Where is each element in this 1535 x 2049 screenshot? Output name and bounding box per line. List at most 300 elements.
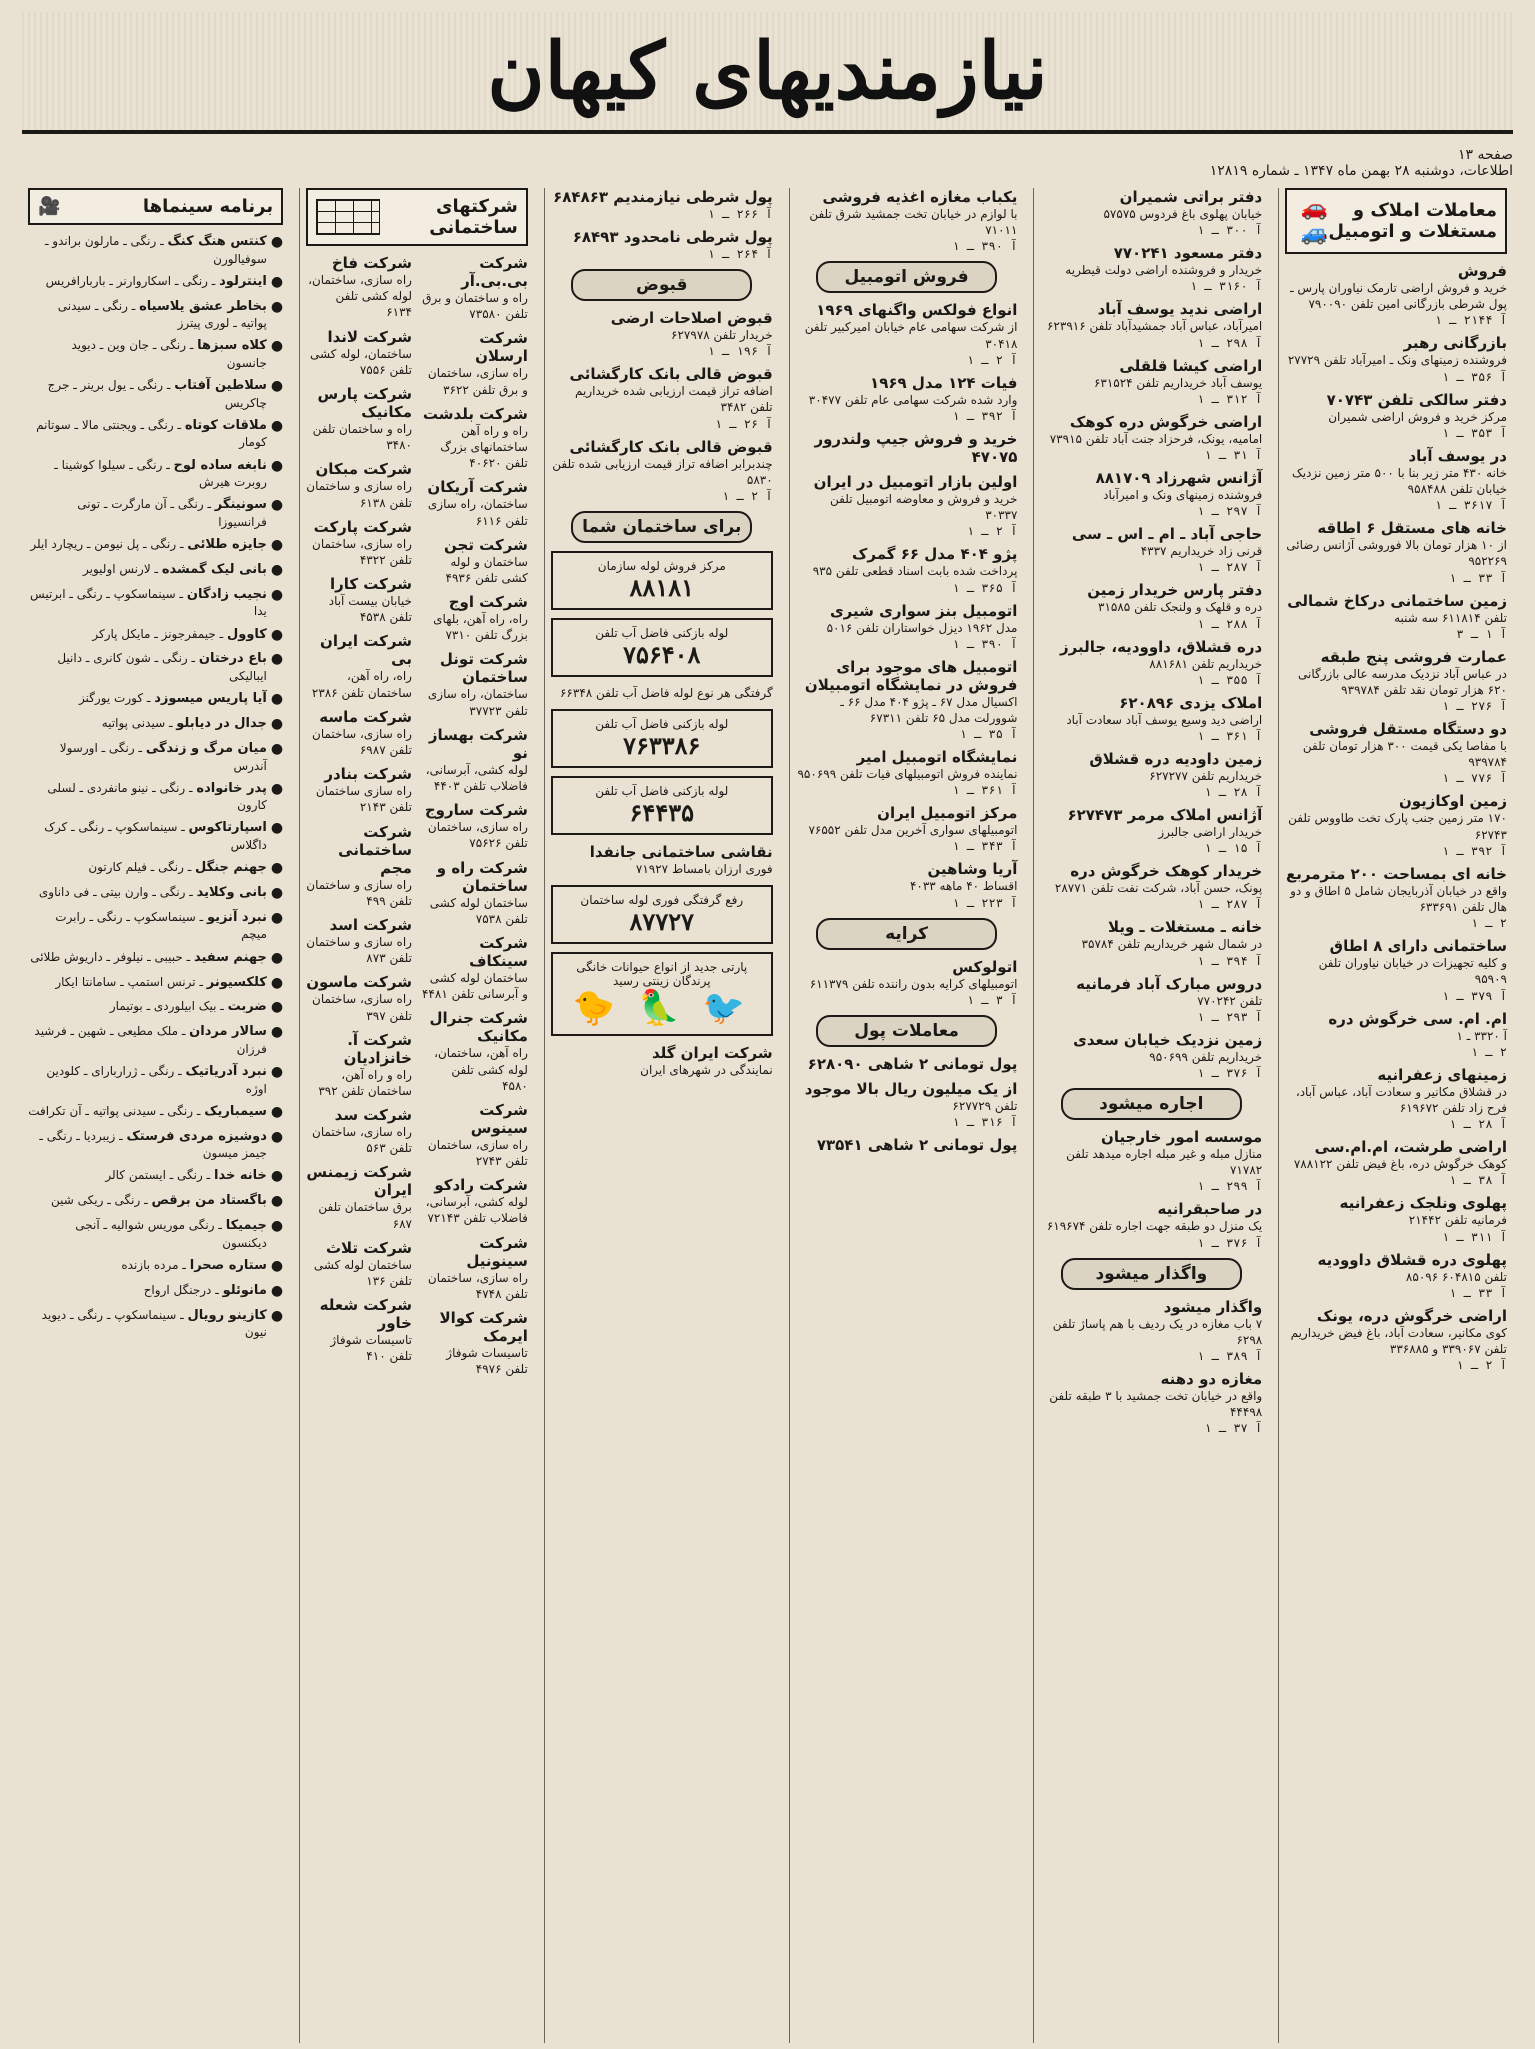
ad-item (306, 1296, 412, 1364)
bullet-icon: ● (270, 949, 284, 966)
ad-ref: آ ۲۶ ـ ۱ (714, 416, 773, 431)
ad-item (1285, 1010, 1507, 1059)
film-cast: رنگی ـ ریکی شین (50, 1193, 141, 1208)
ad-title: انواع فولکس واگنهای ۱۹۶۹ (816, 301, 1018, 320)
ad-body: خریداریم تلفن ۶۲۷۲۷۷ (1149, 768, 1263, 783)
cinema-listing: ● نبرد آدریاتیک ـ رنگی ـ ژراربارای ـ کلودین اوژه (46, 1064, 284, 1096)
film-title: نجیب زادگان (186, 586, 267, 602)
ad-title: شرکت ساروج (424, 801, 528, 820)
cinema-listing: ● اسپارتاکوس ـ سینماسکوپ ـ رنگی ـ کرک داگلاس (44, 820, 284, 852)
film-title: ملاقات کوتاه (184, 417, 267, 433)
ad-title: شرکت آ. خانزادیان (343, 1030, 412, 1067)
ad-ref: آ ۳۶۱ ـ ۱ (952, 783, 1018, 798)
ad-item (306, 632, 412, 700)
ad-title: پهلوی دره قشلاق داوودیه (1317, 1250, 1507, 1269)
ad-title: در صاحبقرانیه (1157, 1200, 1263, 1219)
ad-body: ۱۷۰ متر زمین جنب پارک تخت طاووس تلفن ۶۲۷۴۳ (1288, 811, 1507, 842)
bullet-icon: ● (270, 820, 284, 837)
film-title: کلاه سبزها (197, 338, 267, 354)
rent-title: اجاره میشود (1061, 1088, 1242, 1120)
ad-title: مغازه دو دهنه (1160, 1369, 1263, 1388)
ad-title: شرکت فاخ (331, 254, 412, 272)
film-title: ضربت (227, 999, 267, 1015)
ad-item (306, 916, 412, 966)
ad-title: قبوض اصلاحات ارضی (610, 309, 773, 327)
ad-item (422, 478, 528, 528)
ad-item (306, 1106, 412, 1156)
ad-title: اراضی طرشت، ام.ام.سی (1314, 1138, 1507, 1157)
bullet-icon: ● (270, 1307, 284, 1324)
ad-ref: آ ۲۷۶ ـ ۱ (1441, 699, 1507, 714)
ad-item (1285, 592, 1507, 641)
film-title: سیمباریک (204, 1103, 267, 1119)
film-title: کاوول (226, 626, 267, 642)
ad-body: واقع در خیابان تخت جمشید با ۳ طبقه تلفن ۴۴۴۹۸ (1049, 1388, 1263, 1420)
money-title: معاملات پول (816, 1015, 997, 1047)
ad-item (796, 1080, 1018, 1129)
ad-ref: ۲ ـ ۱ (1470, 916, 1507, 931)
bullet-icon: ● (270, 497, 284, 514)
ad-item (1285, 1307, 1507, 1372)
ad-body: در شمال شهر خریداریم تلفن ۳۵۷۸۴ (1081, 937, 1263, 952)
film-cast: رنگی ـ ویجنتی مالا ـ سوتانم کومار (36, 417, 267, 450)
ad-ref: آ ۳۸ ـ ۱ (1449, 1173, 1507, 1188)
ad-body: مدل ۱۹۶۲ دیزل خواستاران تلفن ۵۰۱۶ (826, 620, 1018, 635)
ad-ref: آ ۳۷۶ ـ ۱ (1197, 1066, 1263, 1080)
film-title: خانه خدا (213, 1168, 267, 1184)
ad-title: اراضی خرگوش دره، یونک (1316, 1306, 1507, 1325)
ad-item (422, 254, 528, 322)
ad-title: اتومبیل های موجود برای فروش در نمایشگاه اتومبیلان (804, 657, 1018, 694)
column-realestate (1278, 188, 1513, 2043)
ad-title: زمین اوکازیون (1398, 792, 1507, 811)
pipe-ad-1: مرکز فروش لوله سازمان ۸۸۱۸۱ (551, 551, 773, 610)
ad-item (1040, 1031, 1262, 1080)
projector-icon: 🎥 (38, 196, 61, 217)
ad-title: دفتر پارس خریدار زمین (1087, 581, 1263, 600)
ad-body: تاسیسات شوفاژ تلفن ۴۱۰ (330, 1333, 412, 1364)
film-cast: حبیبی ـ نیلوفر ـ داریوش طلائی (30, 949, 183, 964)
cinema-listing: ● مانوئلو ـ درجنگل ارواح (143, 1282, 284, 1299)
ad-body: اضافه تراز قیمت ارزیابی شده خریداریم تلفن ۳۴۸۲ (575, 384, 773, 415)
ad-item (306, 1163, 412, 1231)
ad-ref: آ ۳۱۶۰ ـ ۱ (1189, 279, 1263, 294)
ad-item (1040, 581, 1262, 630)
ad-body: اکسیال مدل ۶۷ ـ پژو ۴۰۴ مدل ۶۶ ـ شوورلت مدل ۶۵ تلفن ۶۷۳۱۱ (840, 694, 1018, 725)
ad-body: پونک، حسن آباد، شرکت نفت تلفن ۲۸۷۷۱ (1054, 881, 1263, 896)
ad-item (306, 328, 412, 378)
ad-item (1040, 638, 1262, 687)
ad-item (422, 329, 528, 397)
ad-item (422, 859, 528, 927)
ad-item (796, 1136, 1018, 1154)
cinema-listing: ● نبرد آنزیو ـ سینماسکوپ ـ رنگی ـ رابرت میچم (55, 909, 284, 942)
cinema-header: برنامه سینماها 🎥 (28, 188, 283, 225)
ad-body: تلفن ۶۱۱۸۱۴ سه شنبه (1394, 610, 1507, 625)
ad-title: دروس مبارک آباد فرمانیه (1076, 974, 1263, 993)
film-title: بانی وکلاید (196, 885, 267, 901)
ad-item (422, 1176, 528, 1226)
bullet-icon: ● (270, 860, 284, 877)
ad-item (551, 438, 773, 503)
ad-ref: آ ۲۸ ـ ۱ (1204, 785, 1263, 800)
ad-ref: آ ۱۵ ـ ۱ (1204, 841, 1263, 856)
ad-item (422, 1009, 528, 1094)
ad-body: امامیه، یونک، فرحزاد جنت آباد تلفن ۷۳۹۱۵ (1049, 431, 1263, 446)
ad-title: آژانس شهرزاد ۸۸۱۷۰۹ (1095, 468, 1263, 487)
film-cast: رنگی ـ یول برینر ـ جرج چاکریس (47, 378, 267, 410)
film-title: سونینگر (214, 497, 267, 513)
ad-item (796, 188, 1018, 253)
ad-item (306, 518, 412, 568)
ad-title: شرکت ارسلان (475, 329, 528, 366)
ad-title: اتولوکس (952, 957, 1018, 976)
ad-item (796, 1055, 1018, 1073)
ad-item (1285, 1194, 1507, 1243)
ad-body: راه سازی، ساختمان تلفن ۷۵۶۲۶ (427, 820, 528, 851)
ad-item (796, 860, 1018, 909)
bullet-icon: ● (270, 1168, 284, 1185)
ad-item (1040, 188, 1262, 237)
ad-title: بازرگانی رهبر (1403, 334, 1507, 353)
ad-ref: آ ۳۵۳ ـ ۱ (1441, 425, 1507, 440)
ad-item (306, 1239, 412, 1289)
ad-body: خیابان بیست آباد تلفن ۴۵۳۸ (328, 594, 412, 625)
ad-title: دفتر براتی شمیران (1119, 188, 1263, 206)
pipe-ad-4: لوله بازکنی فاضل آب تلفن ۶۴۴۳۵ (551, 776, 773, 835)
ad-body: تلفن ۶۲۷۷۲۹ (952, 1098, 1018, 1113)
ad-item (1285, 262, 1507, 327)
ad-item (306, 765, 412, 815)
film-cast: رنگی ـ فیلم کارتون (88, 860, 184, 875)
ad-item (422, 726, 528, 794)
ad-item (796, 545, 1018, 594)
ad-ref: آ ۳۱۶ ـ ۱ (952, 1115, 1018, 1129)
ad-item (796, 374, 1018, 423)
ad-item (1285, 519, 1507, 584)
ad-item (422, 801, 528, 851)
ad-title: شرکت لاندا (327, 327, 412, 346)
bullet-icon: ● (270, 338, 284, 355)
film-cast: سینماسکوپ ـ رنگی ـ دیوید نیون (41, 1307, 267, 1340)
brick-icon (316, 199, 380, 235)
ad-ref: آ ۲۹۷ ـ ۱ (1197, 504, 1263, 519)
bullet-icon: ● (270, 974, 284, 991)
ad-ref: آ ۳۰۰ ـ ۱ (1197, 223, 1263, 238)
ad-item (796, 958, 1018, 1007)
ad-title: شرکت آریکان (427, 478, 528, 497)
column-autos (789, 188, 1024, 2043)
ad-title: فیات ۱۲۴ مدل ۱۹۶۹ (870, 373, 1018, 392)
film-title: جهنم سفید (193, 949, 267, 965)
ad-body: راه و ساختمان و برق تلفن ۷۳۵۸۰ (422, 291, 528, 322)
ad-body: آ ۳۳۲۰ ـ ۱ (1456, 1028, 1507, 1043)
film-title: سلاطین آفتاب (174, 378, 267, 394)
ad-item (1285, 937, 1507, 1002)
film-title: بخاطر عشق یلاسیاه (139, 298, 267, 314)
film-cast: ترنس استمپ ـ سامانتا ایکار (55, 974, 196, 989)
film-cast: جیمفرجونز ـ مایکل پارکر (92, 626, 216, 641)
ad-title: قبوض قالی بانک کارگشائی (569, 365, 773, 384)
ad-ref: آ ۳۹۰ ـ ۱ (952, 636, 1018, 651)
film-cast: لارنس اولیویر (83, 561, 151, 576)
ad-title: شرکت پارکت (313, 517, 412, 536)
cinema-listing: ● اینترلود ـ رنگی ـ اسکاروارنر ـ باربارافریس (45, 273, 284, 290)
bullet-icon: ● (270, 1218, 284, 1235)
ad-title: شرکت بی.بی.آر (461, 254, 528, 290)
ad-body: راه آهن، ساختمان، لوله کشی تلفن ۴۵۸۰ (434, 1046, 528, 1093)
film-cast: رنگی ـ سیلوا کوشینا ـ روبرت هیرش (54, 457, 267, 490)
ad-body: واقع در خیابان آذربایجان شامل ۵ اطاق و دو هال تلفن ۶۳۳۶۹۱ (1290, 883, 1507, 914)
bullet-icon: ● (270, 740, 284, 757)
cinema-listing: ● ضربت ـ بیک ابیلوردی ـ بوتیمار (109, 999, 284, 1016)
ad-title: زمین نزدیک خیابان سعدی (1073, 1030, 1263, 1049)
gold-ad: شرکت ایران گلد نمایندگی در شهرهای ایران (640, 1044, 773, 1078)
ad-item (306, 708, 412, 758)
ad-body: اتومبیلهای سواری آخرین مدل تلفن ۷۶۵۵۲ (808, 823, 1018, 838)
ad-title: دفتر سالکی تلفن ۷۰۷۴۳ (1326, 390, 1507, 409)
film-title: سالار مردان (189, 1024, 267, 1040)
film-title: بانی لیک گمشده (161, 561, 267, 577)
ad-title: واگذار میشود (1163, 1297, 1263, 1316)
ad-item (796, 602, 1018, 651)
film-cast: سینماسکوپ ـ رنگی ـ رابرت میچم (55, 909, 267, 942)
bullet-icon: ● (270, 651, 284, 668)
for-building-title: برای ساختمان شما (571, 511, 752, 543)
ad-title: خرید و فروش جیپ ولندرور ۴۷۰۷۵ (814, 429, 1018, 466)
ad-item (1040, 469, 1262, 518)
ad-ref: آ ۳۷ ـ ۱ (1204, 1421, 1263, 1436)
ad-ref: آ ۲۸۷ ـ ۱ (1197, 560, 1263, 575)
ad-body: راه سازی و ساختمان تلفن ۸۷۳ (306, 934, 412, 966)
paint-ad: نقاشی ساختمانی جانفدا فوری ارزان بامساط ۷۱۹۲۷ (589, 843, 773, 877)
ad-item (422, 1234, 528, 1302)
ad-body: قرنی زاد خریداریم ۴۳۳۷ (1140, 544, 1263, 559)
film-cast: رنگی ـ ایستمن کالر (105, 1168, 203, 1183)
ad-ref: آ ۳۱ ـ ۱ (1204, 447, 1263, 462)
ad-body: وارد شده شرکت سهامی عام تلفن ۳۰۴۷۷ (808, 392, 1018, 407)
pipe-ad-2: لوله بازکنی فاضل آب تلفن ۷۵۶۴۰۸ (551, 618, 773, 677)
ad-item (796, 658, 1018, 741)
ad-body: راه، راه آهن، بلهای بزرگ تلفن ۷۳۱۰ (433, 612, 528, 643)
ad-item (1285, 334, 1507, 383)
cinema-listing: ● سلاطین آفتاب ـ رنگی ـ یول برینر ـ جرج چاکریس (47, 378, 284, 410)
ad-ref: آ ۳۹۰ ـ ۱ (952, 239, 1018, 254)
ad-item (1040, 357, 1262, 406)
ad-title: اتومبیل بنز سواری شیری (829, 601, 1018, 620)
ad-title: یکباب مغازه اغذیه فروشی (822, 188, 1018, 206)
cinema-listing: ● سونینگر ـ رنگی ـ آن مارگرت ـ تونی فرانسیوزا (77, 497, 284, 529)
ad-body: راه سازی، ساختمان تلفن ۶۹۸۷ (312, 726, 412, 757)
ad-item (1285, 792, 1507, 857)
ad-body: خریداریم تلفن ۹۵۰۶۹۹ (1149, 1049, 1263, 1064)
ad-title: اولین بازار اتومبیل در ایران (813, 472, 1018, 491)
ad-item (1040, 413, 1262, 462)
ad-ref: آ ۲ ـ ۱ (966, 524, 1018, 539)
ad-title: عمارت فروشی پنج طبقه (1320, 647, 1507, 666)
ad-ref: آ ۳۸۹ ـ ۱ (1197, 1348, 1263, 1363)
ad-item (422, 1309, 528, 1377)
ad-ref: آ ۳۵۵ ـ ۱ (1197, 672, 1263, 687)
ad-body: اتومبیلهای کرایه بدون راننده تلفن ۶۱۱۳۷۹ (809, 976, 1018, 991)
film-cast: رنگی ـ شون کانری ـ دانیل ایبالیکی (57, 651, 267, 683)
ad-title: ام. ام. سی خرگوش دره (1328, 1009, 1507, 1028)
cinema-listing: ● جایزه طلائی ـ رنگی ـ پل نیومن ـ ریچارد ایلر (30, 537, 284, 554)
cinema-listing: ● سالار مردان ـ ملک مطیعی ـ شهین ـ فرشید فرزان (34, 1024, 284, 1056)
ad-title: شرکت زیمنس ایران (306, 1163, 412, 1200)
ad-item (1040, 1298, 1262, 1363)
ad-item (306, 385, 412, 453)
ad-item (422, 1101, 528, 1169)
page-number: صفحه ۱۳ (1457, 147, 1513, 163)
ad-item (1285, 865, 1507, 930)
ad-ref: آ ۷۷۶ ـ ۱ (1441, 771, 1507, 786)
hire-title: کرایه (816, 918, 997, 950)
ad-ref: آ ۳۱۱ ـ ۱ (1441, 1229, 1507, 1244)
bullet-icon: ● (270, 1128, 284, 1145)
ad-body: راه و راه آهن، ساختمان تلفن ۳۹۲ (318, 1067, 412, 1098)
ad-body: راه سازی، ساختمان تلفن ۳۹۷ (312, 992, 412, 1023)
ad-body: راه و راه آهن ساختمانهای بزرگ تلفن ۴۰۶۲۰ (440, 423, 528, 471)
pets-ad: پارتی جدید از انواع حیوانات خانگی پرندگان زینتی رسید 🐦 🦜 🐤 (551, 952, 773, 1036)
ad-title: اراضی خرگوش دره کوهک (1069, 412, 1263, 431)
ad-title: شرکت بنادر (324, 765, 412, 784)
ad-ref: آ ۳۳ ـ ۱ (1449, 1285, 1507, 1300)
ad-item (1040, 750, 1262, 799)
ad-ref: آ ۲۹۹ ـ ۱ (1197, 1179, 1263, 1194)
ad-title: حاجی آباد ـ ام ـ اس ـ سی (1071, 525, 1263, 544)
ad-title: املاک یزدی ۶۲۰۸۹۶ (1119, 693, 1263, 712)
realestate-header: معاملات املاک و مستغلات و اتومبیل 🚗 🚙 (1285, 188, 1507, 254)
film-cast: رنگی ـ آن مارگرت ـ تونی فرانسیوزا (77, 497, 267, 529)
ad-title: آریا وشاهین (927, 860, 1018, 879)
ad-body: ساختمان و لوله کشی تلفن ۴۹۳۶ (445, 554, 528, 585)
ad-body: یوسف آباد خریداریم تلفن ۶۳۱۵۲۴ (1093, 375, 1263, 390)
ad-item (1285, 447, 1507, 512)
ad-item (1040, 1128, 1262, 1193)
bullet-icon: ● (270, 1103, 284, 1120)
ad-body: پرداخت شده بابت اسناد قطعی تلفن ۹۳۵ (812, 564, 1018, 579)
column-companies (299, 188, 534, 2043)
ad-title: شرکت ماسه (319, 707, 412, 726)
film-title: جیمیکا (225, 1218, 267, 1234)
bullet-icon: ● (270, 378, 284, 395)
cinema-listing: ● بانی لیک گمشده ـ لارنس اولیویر (83, 561, 284, 578)
bullet-icon: ● (270, 1024, 284, 1041)
bullet-icon: ● (270, 1193, 284, 1210)
ad-body: ساختمان، راه سازی تلفن ۳۷۷۲۳ (427, 687, 528, 718)
film-cast: رنگی ـ وارن بیتی ـ فی داناوی (38, 885, 186, 900)
ad-body: از ۱۰ هزار تومان بالا فوروشی آژانس رضائی ۹۵۲۲۶۹ (1286, 538, 1507, 569)
ad-item (422, 405, 528, 472)
column-construction (544, 188, 779, 2043)
ad-body: با لوازم در خیابان تخت جمشید شرق تلفن ۷۱۰۱۱ (809, 207, 1018, 238)
ad-title: شرکت تجن (444, 535, 528, 554)
ad-body: راه سازی، ساختمان و برق تلفن ۳۶۲۲ (427, 366, 528, 397)
film-title: اسپارتاکوس (188, 820, 267, 836)
cinema-listing: ● بانی وکلاید ـ رنگی ـ وارن بیتی ـ فی داناوی (38, 885, 284, 902)
ad-item (1040, 300, 1262, 349)
ad-title: شرکت بهساز نو (428, 725, 528, 762)
ad-ref: آ ۲۹۳ ـ ۱ (1197, 1009, 1263, 1024)
ad-body: فروشنده زمینهای ونک ـ امیرآباد تلفن ۲۷۷۲۹ (1287, 353, 1507, 368)
ad-body: خانه ۴۳۰ متر زیر بنا با ۵۰۰ متر زمین نزدیک خیابان تلفن ۹۵۸۴۸۸ (1292, 465, 1507, 496)
ad-item (1285, 720, 1507, 785)
film-title: مانوئلو (222, 1282, 267, 1298)
film-cast: رنگی موریس شوالیه ـ آنجی دیکنسون (75, 1218, 267, 1250)
ad-title: اراضی کیشا قلقلی (1119, 356, 1263, 375)
ad-body: فرمانیه تلفن ۲۱۴۴۲ (1408, 1213, 1507, 1228)
ad-title: اراضی ندید یوسف آباد (1097, 300, 1263, 319)
columns (22, 188, 1513, 2043)
ad-title: نمایشگاه اتومبیل امیر (856, 748, 1018, 767)
ad-ref: آ ۲۹۸ ـ ۱ (1197, 335, 1263, 350)
ad-title: دره قشلاق، داوودیه، جالبرز (1060, 637, 1263, 656)
ad-body: ساختمان، راه سازی تلفن ۶۱۱۶ (427, 497, 528, 528)
ad-item (1285, 648, 1507, 713)
ad-ref: آ ۲ ـ ۱ (966, 352, 1018, 367)
ad-title: فروش (1457, 262, 1507, 280)
ad-ref: آ ۳۵۶ ـ ۱ (1441, 369, 1507, 384)
ad-item (422, 934, 528, 1002)
cinema-listing: ● بخاطر عشق یلاسیاه ـ رنگی ـ سیدنی پواتیه ـ لوری پیترز (57, 298, 284, 331)
film-title: نابغه ساده لوح (173, 457, 267, 473)
film-cast: رنگی ـ ژراربارای ـ کلودین اوژه (46, 1064, 267, 1096)
ad-body: ساختمان لوله کشی و آبرسانی تلفن ۴۴۸۱ (421, 970, 528, 1002)
bullet-icon: ● (270, 909, 284, 926)
ad-body: راه سازی و ساختمان تلفن ۴۹۹ (306, 877, 412, 908)
cinema-listing: ● دوشیزه مردی فرستک ـ زیبردیا ـ رنگی ـ جیمز میسون (39, 1128, 284, 1161)
pipe-ad-3: لوله بازکنی فاضل آب تلفن ۷۶۳۳۸۶ (551, 709, 773, 768)
companies-header: شرکتهای ساختمانی (306, 188, 528, 246)
bullet-icon: ● (270, 1257, 284, 1274)
ad-title: شرکت ساختمانی مجم (338, 822, 412, 877)
ad-title: شرکت کوالا ایرمک (439, 1309, 528, 1345)
film-cast: رنگی ـ نینو مانفردی ـ لسلی کارون (47, 780, 267, 813)
cinema-listing: ● جهنم جنگل ـ رنگی ـ فیلم کارتون (88, 860, 284, 877)
cinema-listing: ● کنتس هنگ کنگ ـ رنگی ـ مارلون براندو ـ سوفیالورن (44, 234, 284, 266)
ad-ref: آ ۱۹۶ ـ ۱ (707, 344, 773, 359)
ad-item (796, 473, 1018, 538)
ad-body: کوی مکانیر، سعادت آباد، باغ فیض خریداریم تلفن ۳۳۹۰۶۷ و ۳۳۶۸۸۵ (1290, 1325, 1507, 1356)
film-cast: سیدنی پواتیه (101, 716, 166, 731)
ad-item (306, 1031, 412, 1099)
ad-title: زمینهای زعفرانیه (1377, 1065, 1507, 1084)
transfer-title: واگذار میشود (1061, 1258, 1242, 1290)
cinema-listing: ● جیمیکا ـ رنگی موریس شوالیه ـ آنجی دیکنسون (75, 1218, 284, 1250)
ad-body: و کلیه تجهیزات در خیابان نیاوران تلفن ۹۵۹۰۹ (1318, 956, 1507, 987)
ad-item (796, 748, 1018, 797)
ad-body: یک منزل دو طبقه جهت اجاره تلفن ۶۱۹۶۷۴ (1046, 1219, 1263, 1234)
ad-ref: آ ۲۲۳ ـ ۱ (952, 895, 1018, 910)
ad-body: از شرکت سهامی عام خیابان امیرکبیر تلفن ۳۰۴۱۸ (804, 320, 1018, 351)
film-cast: زیبردیا ـ رنگی ـ جیمز میسون (39, 1128, 267, 1161)
cinema-listing: ● کلکسیونر ـ ترنس استمپ ـ سامانتا ایکار (55, 974, 284, 991)
masthead: نیازمندیهای کیهان (22, 12, 1513, 134)
ad-title: قبوض قالی بانک کارگشائی (569, 437, 773, 456)
ad-item (1040, 918, 1262, 967)
cinema-listing: ● جدال در دیابلو ـ سیدنی پواتیه (101, 716, 284, 733)
ad-ref: آ ۲۱۴۴ ـ ۱ (1434, 313, 1507, 328)
ad-title: شرکت بلدشت (422, 404, 528, 423)
ad-body: خریدار تلفن ۶۲۷۹۷۸ (671, 328, 773, 342)
ad-body: تاسیسات شوفاژ تلفن ۴۹۷۶ (446, 1346, 528, 1377)
bullet-icon: ● (270, 1064, 284, 1081)
bullet-icon: ● (270, 780, 284, 797)
ad-ref: آ ۲۸ ـ ۱ (1449, 1117, 1507, 1132)
film-title: باگستاد من برقص (151, 1193, 267, 1209)
birds-icon: 🐦 🦜 🐤 (572, 988, 752, 1029)
